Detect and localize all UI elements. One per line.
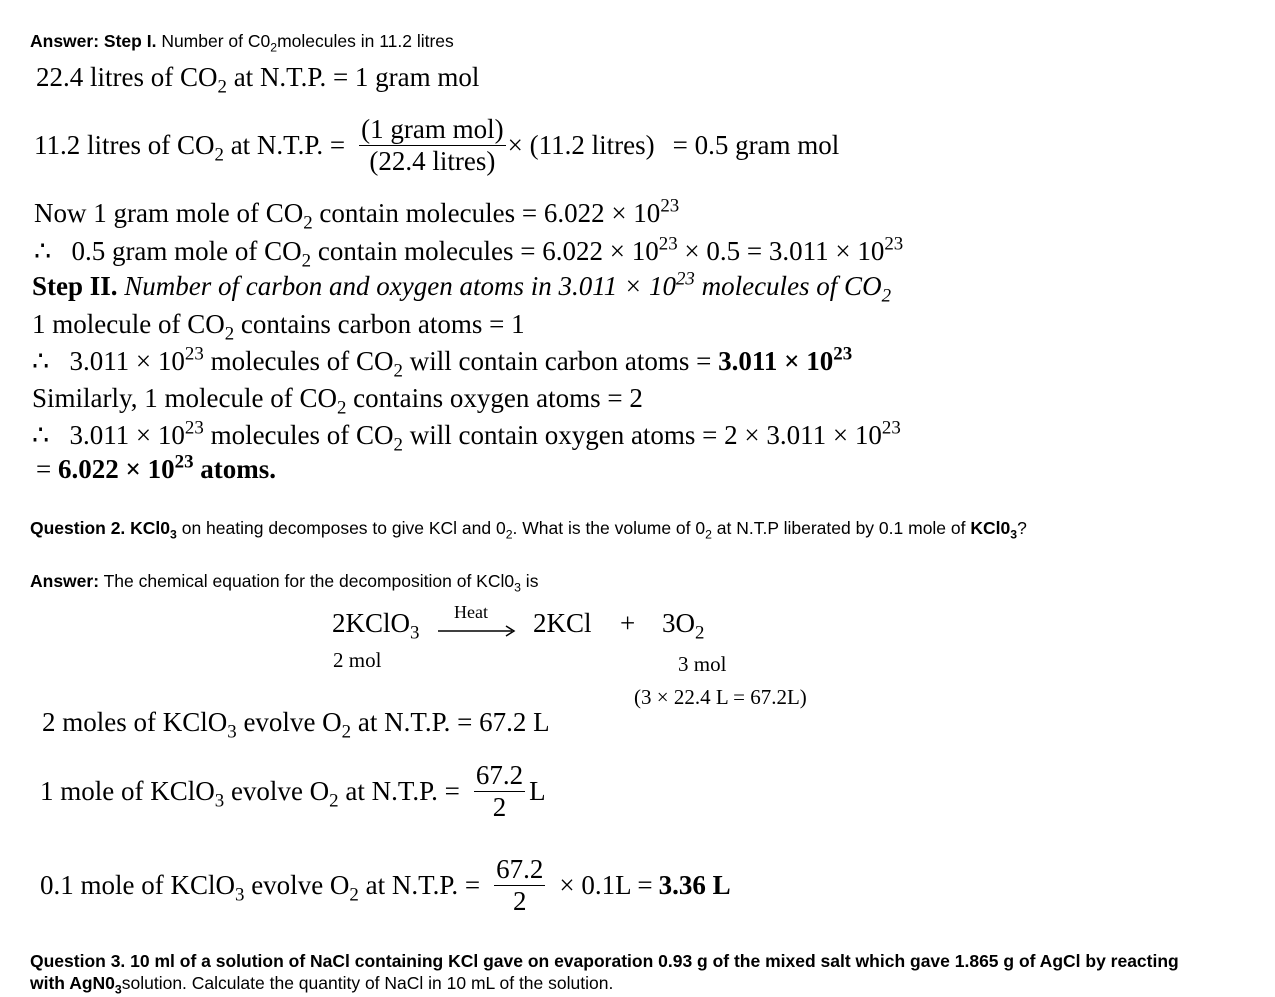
step2-carbon-line2: ∴ $3.011 \times 10^{23}$ molecules of $CO_2$ will contain carbon atoms = $3.011 \times 10^{23}$	[32, 343, 853, 382]
question-2: Question 2. $KCl0_3$ on heating decomposes to give KCl and $0_2$. What is the volume of $0_2$ at N.T.P liberated by 0.1 mole of $KCl0_3$?	[30, 518, 1027, 542]
step2-carbon-line1: 1 molecule of $CO_2$ contains carbon atoms = 1	[32, 309, 525, 345]
step1-line3: Now 1 gram mole of $CO_2$ contain molecules = $6.022 \times 10^{23}$	[34, 195, 680, 234]
calc-2-moles: 2 moles of KClO$_3$ evolve $O_2$ at N.T.P. = 67.2 L	[42, 707, 550, 743]
question-3-line1: Question 3. 10 ml of a solution of NaCl containing KCl gave on evaporation 0.93 g of the mixed salt which gave 1.865 g of AgCl by reacting	[30, 951, 1179, 971]
equation-plus: +	[620, 608, 636, 638]
step1-line4: ∴ 0.5 gram mole of $CO_2$ contain molecules = $6.022 \times 10^{23} \times 0.5 = 3.011 \times 10^{23}$	[34, 233, 904, 272]
question-3-line2: with $AgN0_3solution$. Calculate the quantity of NaCl in 10 mL of the solution.	[30, 973, 614, 997]
equation-reactant: 2KClO$_3$	[332, 608, 420, 644]
equation-product-kcl: 2KCl	[533, 608, 592, 638]
step1-line1: 22.4 litres of $CO_2$ at N.T.P. = 1 gram mol	[36, 62, 480, 98]
calc-0-1-mole: 0.1 mole of KClO$_3$ evolve $O_2$ at N.T.P. = $\frac{67.2}{2}$ × 0.1L = 3.36 L	[40, 854, 731, 916]
product-moles: 3 mol	[678, 652, 727, 676]
product-volume: (3 × 22.4 L = 67.2L)	[634, 685, 807, 709]
step2-oxygen-line2: ∴ $3.011 \times 10^{23}$ molecules of $CO_2$ will contain oxygen atoms = $2 \times 3.011 \times 10^{23}$	[32, 417, 901, 456]
answer-1-text: Number of $C0_2molecules$ in 11.2 litres	[161, 31, 454, 55]
fraction-67-2-over-2: $\frac{67.2}{2}$	[496, 854, 544, 916]
reaction-arrow-icon	[436, 624, 518, 638]
equation-product-o2: $3O_2$	[662, 608, 705, 644]
answer-2-heading: Answer: The chemical equation for the decomposition of $KCl0_3$ is	[30, 571, 539, 595]
answer-1-heading	[30, 31, 454, 55]
fraction-67-2-over-2: $\frac{67.2}{2}$	[475, 760, 524, 822]
step1-line2: 11.2 litres of $CO_2$ at N.T.P. = $\frac{\text{(1 gram mol)}}{\text{(22.4 litres)}}$ × (11.2 litres) = 0.5 gram mol	[34, 114, 840, 176]
reactant-moles: 2 mol	[333, 648, 382, 672]
fraction-mol-per-litre: $\frac{\text{(1 gram mol)}}{\text{(22.4 litres)}}$	[361, 114, 504, 176]
step2-oxygen-line1: Similarly, 1 molecule of $CO_2$ contains oxygen atoms = 2	[32, 383, 643, 419]
answer-label: Answer:	[30, 31, 100, 51]
heat-label: Heat	[454, 602, 488, 622]
step2-heading: Step II. Number of carbon and oxygen atoms in $3.011 \times 10^{23}$ molecules of $CO_2$	[32, 268, 892, 307]
step2-result: = $6.022 \times 10^{23}$ atoms.	[36, 451, 277, 484]
step-label: Step I.	[103, 31, 157, 51]
calc-1-mole: 1 mole of KClO$_3$ evolve $O_2$ at N.T.P. = $\frac{67.2}{2}$ L	[40, 760, 546, 822]
